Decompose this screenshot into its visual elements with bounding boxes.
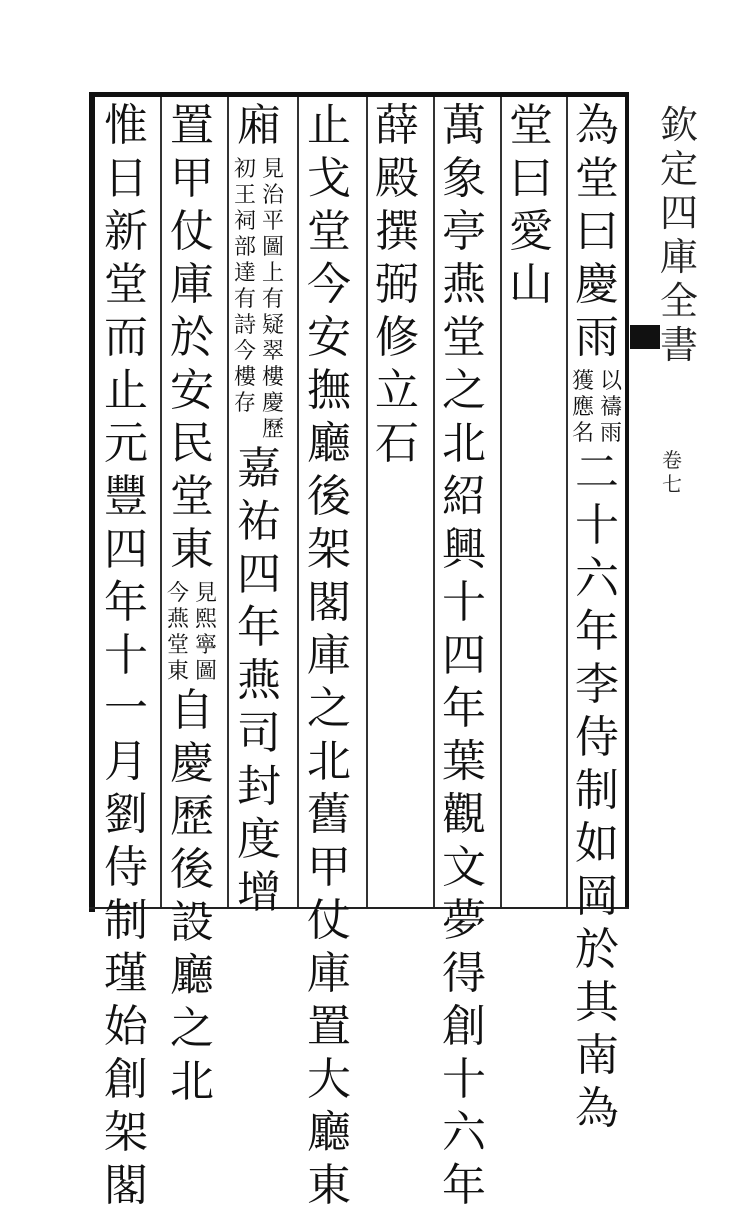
- text-column: [435, 100, 493, 1217]
- main-text: 堂 曰 愛 山: [509, 100, 553, 310]
- text-column: [502, 100, 560, 316]
- book-title: 欽 定 四 庫 全 書: [660, 103, 699, 367]
- text-column: [97, 100, 155, 1217]
- main-text: 廂: [237, 100, 281, 151]
- text-column: [368, 100, 426, 475]
- frame-top-border: [89, 92, 629, 97]
- main-text: 自 慶 歷 後 設 廳 之 北: [170, 685, 214, 1107]
- text-column: [568, 100, 626, 1140]
- note-line: 初 王 祠 部 達 有 詩 今 樓 存: [233, 157, 256, 416]
- interlinear-note: [233, 159, 285, 445]
- page-margin: [640, 100, 730, 900]
- main-text: 惟 日 新 堂 而 止 元 豐 四 年 十 一 月 劉 侍 制 瑾 始 創 架 閣: [104, 100, 148, 1211]
- main-text: 薛 殿 撰 弼 修 立 石: [375, 100, 419, 469]
- main-text: 萬 象 亭 燕 堂 之 北 紹 興 十 四 年 葉 觀 文 夢 得 創 十 六 年: [442, 100, 486, 1211]
- note-line: 以 禱 雨: [599, 369, 622, 446]
- interlinear-note: [166, 583, 218, 687]
- column-rule: [160, 97, 162, 907]
- note-line: 見 熙 寧 圖: [194, 581, 217, 684]
- main-text: 為 堂 曰 慶 雨: [575, 100, 619, 363]
- note-line: 見 治 平 圖 上 有 疑 翠 樓 慶 歷: [261, 157, 284, 442]
- text-column: [230, 100, 288, 924]
- note-line: 獲 應 名: [571, 369, 594, 446]
- column-rule: [297, 97, 299, 907]
- main-text: 置 甲 仗 庫 於 安 民 堂 東: [170, 100, 214, 575]
- text-column: [163, 100, 221, 1113]
- note-line: 今 燕 堂 東: [166, 581, 189, 684]
- volume-label: 卷 七: [662, 448, 682, 496]
- frame-left-border: [89, 92, 95, 912]
- interlinear-note: [571, 371, 623, 449]
- main-text: 二 十 六 年 李 侍 制 如 岡 於 其 南 為: [575, 447, 619, 1134]
- main-text: 止 戈 堂 今 安 撫 廳 後 架 閣 庫 之 北 舊 甲 仗 庫 置 大 廳 東: [307, 100, 351, 1211]
- column-rule: [227, 97, 229, 907]
- text-column: [300, 100, 358, 1217]
- main-text: 嘉 祐 四 年 燕 司 封 度 增: [237, 443, 281, 918]
